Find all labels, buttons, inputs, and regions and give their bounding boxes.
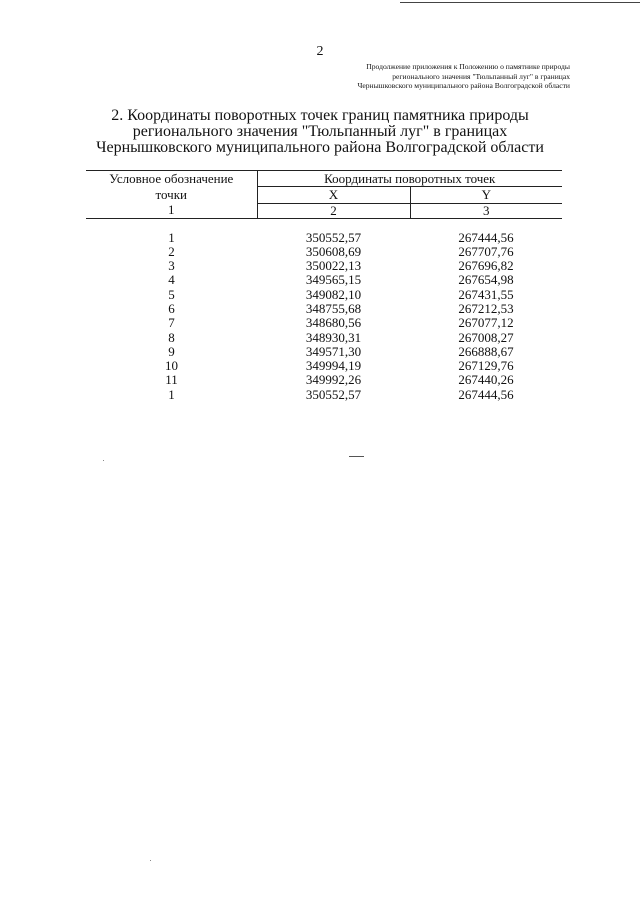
coordinates-table [86,170,562,402]
x-cell: 348680,56 [305,315,362,331]
point-designation-header-line1: Условное обозначение [109,171,234,186]
table-spacer [86,218,562,231]
y-cell: 267707,76 [458,243,514,259]
x-cell: 350608,69 [305,243,362,259]
point-designation-header [86,171,257,204]
continuation-note-line: Чернышковского муниципального района Волгоградской области [357,81,570,90]
x-cell: 348755,68 [305,300,362,316]
page-number: 2 [316,44,324,59]
table-row [86,388,562,402]
table-row [86,345,562,359]
coordinates-group-header: Координаты поворотных точек [257,171,562,187]
top-rule [400,2,640,3]
heading-line: Чернышковского муниципального района Волгоградской области [96,139,544,156]
y-column-header: Y [410,187,562,203]
coordinates-body [86,218,562,402]
document-heading [80,108,560,156]
table-row [86,316,562,330]
point-cell: 1 [168,229,175,245]
x-cell: 348930,31 [305,329,362,345]
table-row [86,359,562,373]
table-row [86,259,562,273]
x-cell: 350022,13 [305,258,362,274]
x-cell: 349565,15 [305,272,362,288]
column-number: 2 [257,203,410,218]
scan-speck [103,460,104,461]
table-row [86,245,562,259]
point-cell: 7 [168,315,175,331]
table-row [86,273,562,287]
y-cell: 267444,56 [458,229,514,245]
heading-line: 2. Координаты поворотных точек границ памятника природы [111,107,529,124]
table-row [86,302,562,316]
continuation-note-line: регионального значения "Тюльпанный луг" в границах [392,71,570,81]
table-row [86,373,562,387]
scan-speck [150,860,151,861]
point-designation-header-line2: точки [155,187,187,202]
point-cell: 6 [168,300,175,316]
y-cell: 267129,76 [458,358,514,374]
point-cell: 2 [168,243,175,259]
x-cell: 349571,30 [305,343,362,359]
x-cell: 349994,19 [305,358,362,374]
y-cell: 267440,26 [458,372,514,388]
y-cell: 267696,82 [458,258,514,274]
point-cell: 10 [165,358,178,374]
table-row [86,288,562,302]
column-number: 1 [86,203,257,218]
continuation-note-line: Продолжение приложения к Положению о памятнике природы [366,62,570,71]
x-cell: 350552,57 [305,229,362,245]
y-cell: 267212,53 [458,300,514,316]
y-cell: 267008,27 [458,329,514,345]
point-cell: 11 [165,372,178,388]
continuation-note [338,62,570,91]
point-cell: 5 [168,286,175,302]
y-cell: 267077,12 [458,315,514,331]
point-cell: 3 [168,258,175,274]
table-row [86,331,562,345]
x-column-header: X [257,187,410,203]
x-cell: 350552,57 [305,386,362,402]
point-cell: 4 [168,272,175,288]
x-cell: 349992,26 [305,372,362,388]
point-cell: 1 [168,386,175,402]
point-cell: 8 [168,329,175,345]
center-dash-mark [349,456,364,457]
point-cell: 9 [168,343,175,359]
y-cell: 267431,55 [458,286,514,302]
heading-line: регионального значения "Тюльпанный луг" в границах [132,123,508,140]
y-cell: 266888,67 [458,343,514,359]
x-cell: 349082,10 [305,286,362,302]
y-cell: 267444,56 [458,386,514,402]
y-cell: 267654,98 [458,272,514,288]
column-number: 3 [410,203,562,218]
table-row [86,231,562,245]
